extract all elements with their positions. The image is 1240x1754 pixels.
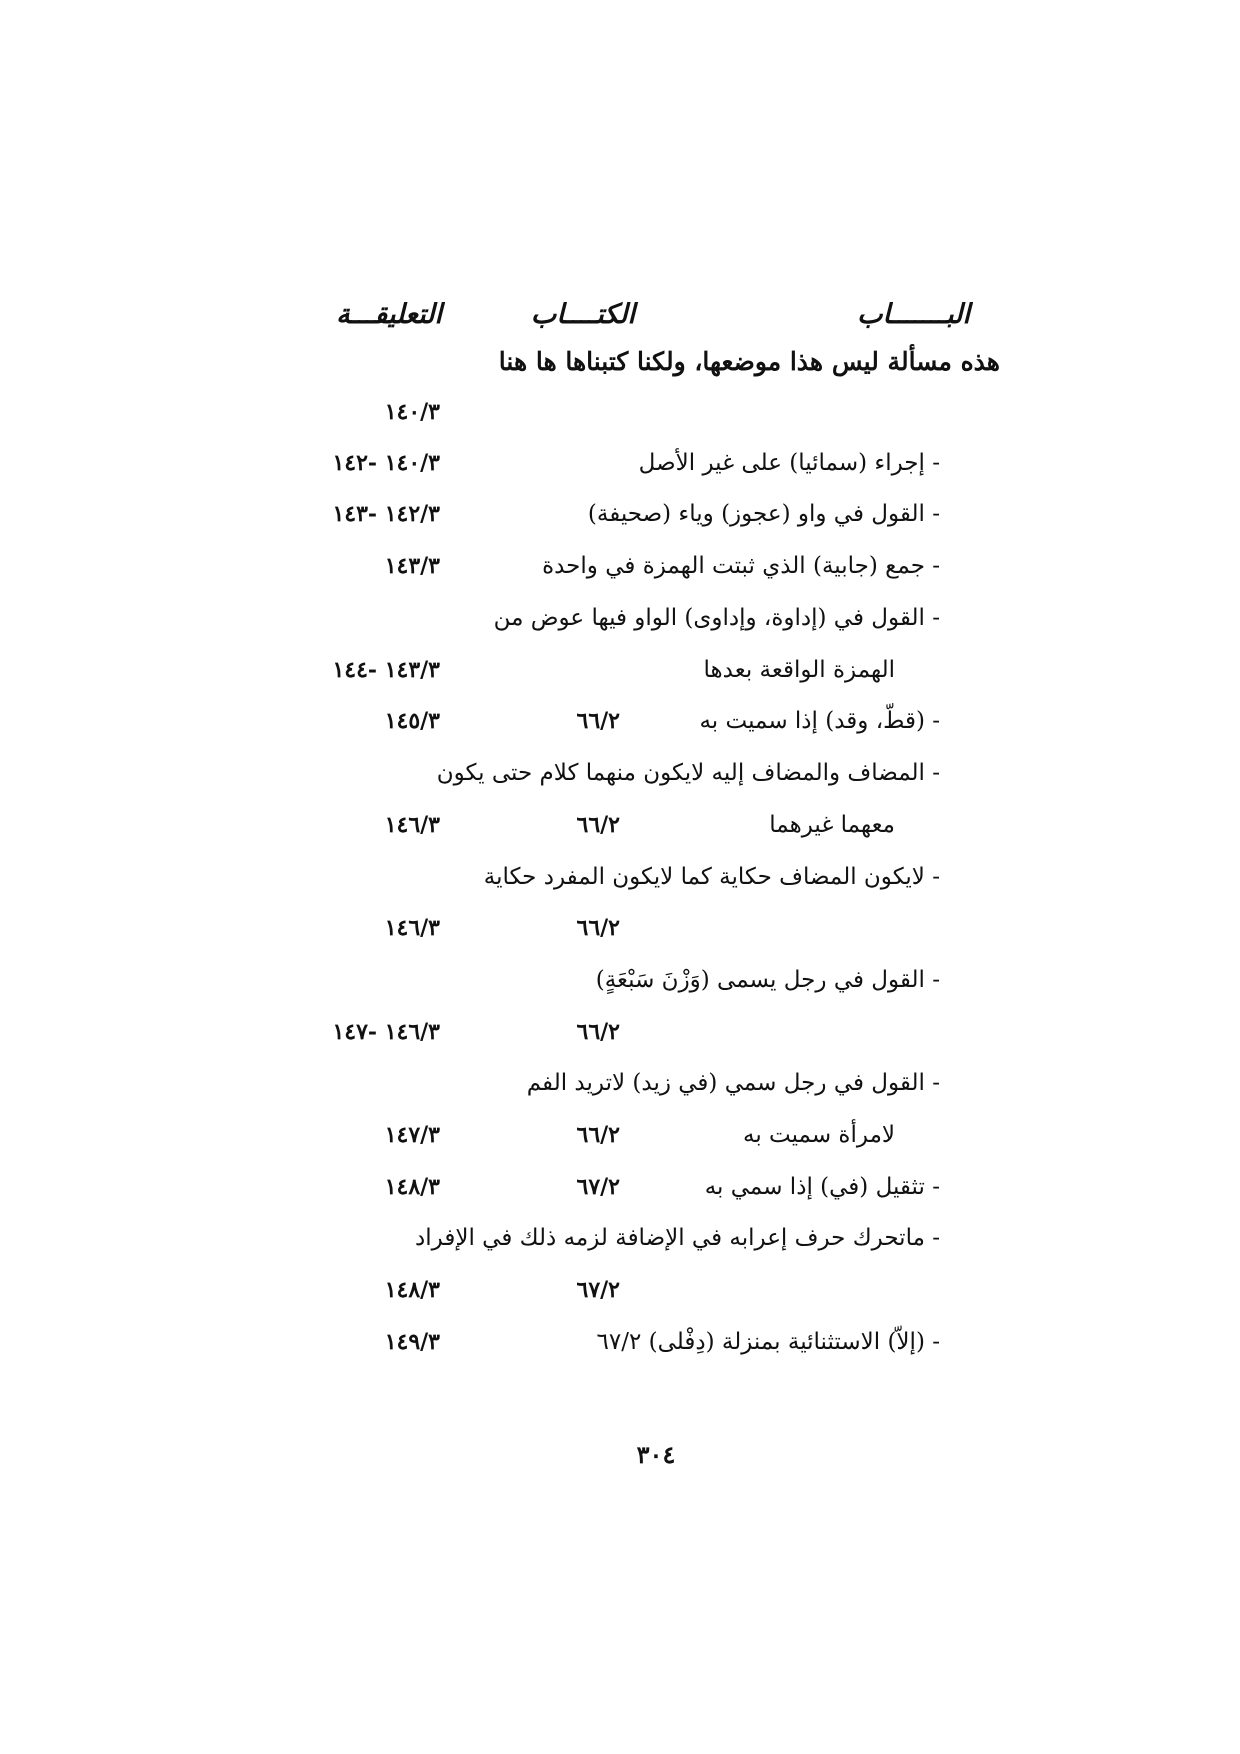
header-bab: البـــــــاب — [857, 299, 970, 330]
taliqa-ref: ١٤٢/٣ -١٤٣ — [332, 501, 440, 527]
kitab-ref: ٦٧/٢ — [576, 1174, 620, 1200]
chapter-entry: - ماتحرك حرف إعرابه في الإضافة لزمه ذلك في الإفراد — [415, 1225, 940, 1251]
chapter-entry-continued: الهمزة الواقعة بعدها — [703, 657, 895, 683]
chapter-entry: - إجراء (سمائيا) على غير الأصل — [638, 450, 940, 476]
chapter-entry: - المضاف والمضاف إليه لايكون منهما كلام حتى يكون — [436, 760, 940, 786]
kitab-ref: ٦٦/٢ — [576, 1122, 620, 1148]
taliqa-ref: ١٤٣/٣ -١٤٤ — [332, 657, 440, 683]
kitab-ref: ٦٦/٢ — [576, 1019, 620, 1045]
chapter-entry: - القول في رجل سمي (في زيد) لاتريد الفم — [526, 1070, 940, 1096]
chapter-entry: - لايكون المضاف حكاية كما لايكون المفرد حكاية — [483, 864, 940, 890]
kitab-ref: ٦٦/٢ — [576, 708, 620, 734]
chapter-entry: - جمع (جابية) الذي ثبتت الهمزة في واحدة — [542, 553, 940, 579]
page-number: ٣٠٤ — [636, 1440, 676, 1469]
taliqa-ref: ١٤٠/٣ -١٤٢ — [332, 450, 440, 476]
taliqa-ref: ١٤٨/٣ — [384, 1277, 440, 1303]
taliqa-ref: ١٤٣/٣ — [384, 553, 440, 579]
chapter-entry-continued: معهما غيرهما — [769, 812, 895, 838]
chapter-entry: - القول في رجل يسمى (وَزْنَ سَبْعَةٍ) — [595, 967, 940, 993]
chapter-entry: - (إلاّ) الاستثنائية بمنزلة (دِفْلى) ٦٧/٢ — [596, 1329, 940, 1355]
chapter-entry: - القول في (إداوة، وإداوى) الواو فيها عوض من — [493, 605, 940, 631]
header-kitab: الكتــــاب — [530, 299, 635, 330]
kitab-ref: ٦٦/٢ — [576, 812, 620, 838]
chapter-entry-continued: لامرأة سميت به — [742, 1122, 895, 1148]
taliqa-ref: ١٤٧/٣ — [384, 1122, 440, 1148]
chapter-entry: - تثقيل (في) إذا سمي به — [704, 1174, 940, 1200]
taliqa-ref: ١٤٦/٣ — [384, 812, 440, 838]
taliqa-ref: ١٤٦/٣ -١٤٧ — [332, 1019, 440, 1045]
taliqa-ref: ١٤٥/٣ — [384, 708, 440, 734]
kitab-ref: ٦٦/٢ — [576, 915, 620, 941]
taliqa-ref: ١٤٨/٣ — [384, 1174, 440, 1200]
taliqa-ref: ١٤٩/٣ — [384, 1329, 440, 1355]
header-taliqa: التعليقـــة — [336, 299, 442, 330]
kitab-ref: ٦٧/٢ — [576, 1277, 620, 1303]
taliqa-ref: ١٤٦/٣ — [384, 915, 440, 941]
intro-note: هذه مسألة ليس هذا موضعها، ولكنا كتبناها ها هنا — [498, 347, 1000, 376]
chapter-entry: - (قطّ، وقد) إذا سميت به — [699, 708, 940, 734]
chapter-entry: - القول في واو (عجوز) وياء (صحيفة) — [587, 501, 940, 527]
taliqa-ref: ١٤٠/٣ — [384, 399, 440, 425]
